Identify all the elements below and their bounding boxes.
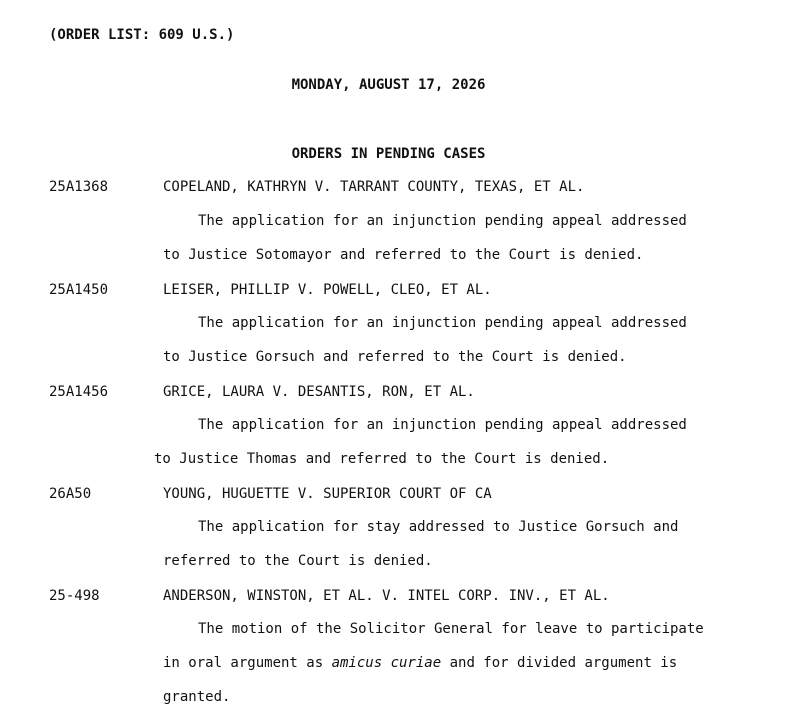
case-caption: GRICE, LAURA V. DESANTIS, RON, ET AL. [163,384,475,400]
case-order-text-line: referred to the Court is denied. [163,553,433,569]
case-order-text-line: granted. [163,689,231,705]
order-list-heading: (ORDER LIST: 609 U.S.) [49,27,235,43]
case-caption: LEISER, PHILLIP V. POWELL, CLEO, ET AL. [163,282,492,298]
case-caption: ANDERSON, WINSTON, ET AL. V. INTEL CORP. INV., ET AL. [163,588,610,604]
case-docket-number: 25A1368 [49,179,109,195]
case-caption: YOUNG, HUGUETTE V. SUPERIOR COURT OF CA [163,486,492,502]
case-order-text-line: The application for an injunction pending appeal addressed [198,213,687,229]
section-title: ORDERS IN PENDING CASES [291,146,486,162]
case-order-text-segment: and for divided argument is [441,655,678,671]
latin-term: amicus curiae [331,655,442,671]
case-order-text-line [163,654,677,672]
case-order-text-line: The application for an injunction pending appeal addressed [198,315,687,331]
case-order-text-line: to Justice Sotomayor and referred to the Court is denied. [163,247,644,263]
case-order-text-line: to Justice Thomas and referred to the Court is denied. [154,451,610,467]
case-docket-number: 26A50 [49,486,92,502]
case-order-text-line: The motion of the Solicitor General for leave to participate [198,621,704,637]
case-order-text-line: to Justice Gorsuch and referred to the Court is denied. [163,349,627,365]
case-docket-number: 25A1456 [49,384,109,400]
case-caption: COPELAND, KATHRYN V. TARRANT COUNTY, TEXAS, ET AL. [163,179,585,195]
case-order-text-segment: in oral argument as [163,655,332,671]
order-date: MONDAY, AUGUST 17, 2026 [291,77,486,93]
case-order-text-line: The application for stay addressed to Justice Gorsuch and [198,519,679,535]
case-docket-number: 25-498 [49,588,100,604]
case-order-text-line: The application for an injunction pending appeal addressed [198,417,687,433]
case-docket-number: 25A1450 [49,282,109,298]
